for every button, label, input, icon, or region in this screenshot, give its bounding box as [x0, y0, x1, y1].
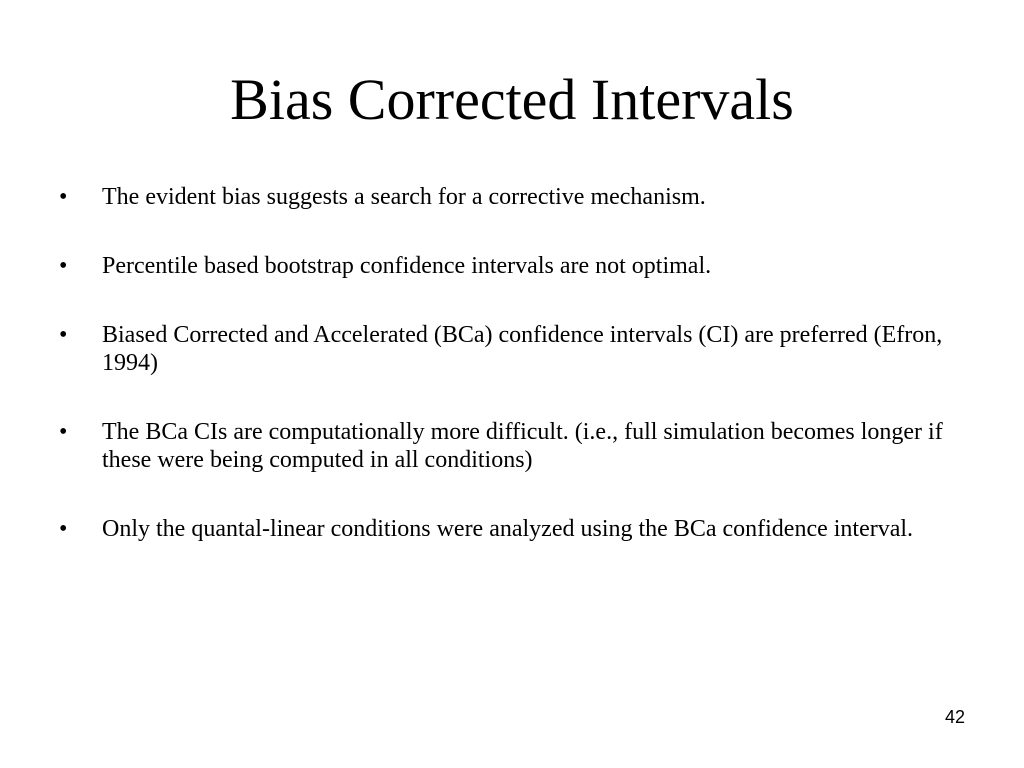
slide-number: 42 — [944, 707, 965, 727]
bullet-text: Only the quantal-linear conditions were analyzed using the BCa confidence interval. — [102, 516, 914, 542]
slide-title: Bias Corrected Intervals — [230, 67, 794, 132]
bullet-icon: • — [59, 419, 68, 445]
bullet-list — [57, 183, 987, 543]
bullet-text: The evident bias suggests a search for a corrective mechanism. — [102, 184, 706, 210]
bullet-icon: • — [59, 253, 68, 279]
bullet-icon: • — [59, 516, 68, 542]
bullet-item — [57, 321, 987, 377]
bullet-icon: • — [59, 322, 68, 348]
bullet-item — [57, 183, 987, 211]
bullet-item — [57, 515, 987, 543]
bullet-icon: • — [59, 184, 68, 210]
bullet-item — [57, 418, 987, 474]
bullet-text: The BCa CIs are computationally more difficult. (i.e., full simulation becomes longer if these were being computed in all conditions) — [102, 419, 943, 473]
bullet-item — [57, 252, 987, 280]
bullet-text: Percentile based bootstrap confidence intervals are not optimal. — [102, 253, 712, 279]
bullet-text: Biased Corrected and Accelerated (BCa) confidence intervals (CI) are preferred (Efron, 1994) — [102, 322, 943, 376]
